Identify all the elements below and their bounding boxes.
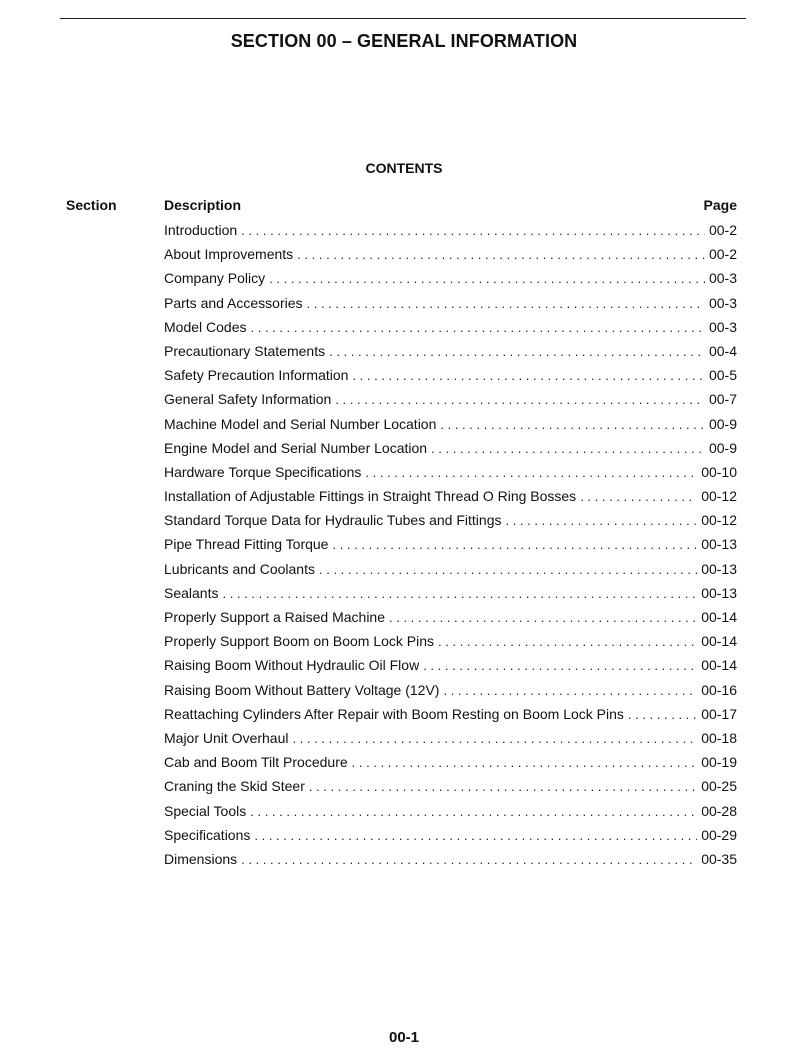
toc-entry-page: 00-7 xyxy=(708,391,737,408)
toc-entry-page: 00-3 xyxy=(708,294,737,311)
toc-entry-title: Cab and Boom Tilt Procedure xyxy=(164,754,348,771)
toc-dot-leader xyxy=(438,633,697,651)
toc-entry-page: 00-14 xyxy=(701,633,737,650)
toc-dot-leader xyxy=(628,706,697,724)
toc-entry-title: Craning the Skid Steer xyxy=(164,778,305,795)
description-column-header: Description xyxy=(164,197,242,213)
toc-dot-leader xyxy=(222,585,697,603)
toc-entry xyxy=(164,656,737,680)
toc-entry xyxy=(164,826,737,850)
toc-dot-leader xyxy=(241,851,697,869)
toc-entry xyxy=(164,269,737,293)
toc-entry-title: Parts and Accessories xyxy=(164,294,303,311)
toc-dot-leader xyxy=(389,609,697,627)
toc-entry-title: General Safety Information xyxy=(164,391,332,408)
toc-dot-leader xyxy=(352,754,698,772)
toc-entry-page: 00-4 xyxy=(708,342,737,359)
toc-entry xyxy=(164,729,737,753)
toc-entry-title: Reattaching Cylinders After Repair with Boom Resting on Boom Lock Pins xyxy=(164,705,624,722)
toc-dot-leader xyxy=(423,657,697,675)
toc-entry xyxy=(164,439,737,463)
toc-entry xyxy=(164,608,737,632)
toc-entry-title: Standard Torque Data for Hydraulic Tubes and Fittings xyxy=(164,512,502,529)
contents-list xyxy=(164,221,737,874)
toc-entry xyxy=(164,221,737,245)
toc-entry-page: 00-14 xyxy=(701,657,737,674)
contents-column-headers xyxy=(0,197,808,215)
toc-entry-page: 00-25 xyxy=(701,778,737,795)
toc-entry xyxy=(164,463,737,487)
toc-entry-page: 00-3 xyxy=(708,270,737,287)
toc-entry-title: Properly Support Boom on Boom Lock Pins xyxy=(164,633,435,650)
toc-entry xyxy=(164,777,737,801)
toc-entry-page: 00-10 xyxy=(701,463,737,480)
toc-entry-title: Precautionary Statements xyxy=(164,342,326,359)
toc-entry-title: Machine Model and Serial Number Location xyxy=(164,415,437,432)
toc-entry xyxy=(164,318,737,342)
toc-entry-page: 00-9 xyxy=(708,415,737,432)
toc-dot-leader xyxy=(250,803,697,821)
toc-dot-leader xyxy=(251,319,705,337)
toc-entry-title: Safety Precaution Information xyxy=(164,367,349,384)
toc-entry-title: Special Tools xyxy=(164,802,247,819)
toc-entry xyxy=(164,487,737,511)
toc-entry xyxy=(164,294,737,318)
toc-entry xyxy=(164,705,737,729)
toc-dot-leader xyxy=(365,464,697,482)
toc-entry-title: Raising Boom Without Hydraulic Oil Flow xyxy=(164,657,420,674)
page-column-header: Page xyxy=(703,197,737,213)
toc-dot-leader xyxy=(329,343,705,361)
toc-entry xyxy=(164,802,737,826)
toc-entry-title: Hardware Torque Specifications xyxy=(164,463,362,480)
toc-entry-page: 00-13 xyxy=(701,536,737,553)
toc-entry xyxy=(164,366,737,390)
toc-entry xyxy=(164,560,737,584)
toc-entry-page: 00-9 xyxy=(708,439,737,456)
toc-entry-page: 00-12 xyxy=(701,488,737,505)
contents-heading: CONTENTS xyxy=(365,160,443,176)
page-number: 00-1 xyxy=(388,1029,420,1046)
toc-entry-page: 00-16 xyxy=(701,681,737,698)
toc-entry-title: Properly Support a Raised Machine xyxy=(164,609,386,625)
toc-entry-title: Specifications xyxy=(164,826,251,843)
toc-entry-title: Lubricants and Coolants xyxy=(164,560,315,577)
toc-entry-page: 00-14 xyxy=(701,609,737,625)
toc-entry-title: Sealants xyxy=(164,584,219,601)
toc-entry-page: 00-13 xyxy=(701,560,737,577)
toc-dot-leader xyxy=(431,440,705,458)
toc-entry-title: Company Policy xyxy=(164,270,266,287)
toc-dot-leader xyxy=(309,778,697,796)
toc-entry xyxy=(164,390,737,414)
toc-dot-leader xyxy=(241,222,705,240)
toc-dot-leader xyxy=(293,730,698,748)
toc-entry-page: 00-2 xyxy=(708,246,737,263)
toc-dot-leader xyxy=(307,295,705,313)
toc-dot-leader xyxy=(297,246,705,264)
toc-dot-leader xyxy=(443,682,697,700)
toc-entry-page: 00-2 xyxy=(708,222,737,238)
toc-dot-leader xyxy=(580,488,697,506)
toc-entry-title: Model Codes xyxy=(164,318,247,335)
toc-entry-page: 00-35 xyxy=(701,850,737,867)
toc-entry xyxy=(164,584,737,608)
toc-entry xyxy=(164,342,737,366)
toc-entry-page: 00-29 xyxy=(701,826,737,843)
toc-dot-leader xyxy=(335,391,705,409)
toc-entry-page: 00-17 xyxy=(701,705,737,722)
top-rule xyxy=(60,18,746,19)
toc-entry-title: Dimensions xyxy=(164,850,238,867)
toc-dot-leader xyxy=(319,561,697,579)
toc-entry-title: Raising Boom Without Battery Voltage (12V) xyxy=(164,681,440,698)
toc-entry xyxy=(164,245,737,269)
toc-entry xyxy=(164,681,737,705)
toc-entry-page: 00-3 xyxy=(708,318,737,335)
page-title: SECTION 00 – GENERAL INFORMATION xyxy=(230,31,578,51)
toc-entry-title: Engine Model and Serial Number Location xyxy=(164,439,428,456)
toc-entry xyxy=(164,632,737,656)
section-column-header: Section xyxy=(66,197,117,213)
toc-entry-title: Installation of Adjustable Fittings in Straight Thread O Ring Bosses xyxy=(164,488,577,505)
toc-entry-page: 00-28 xyxy=(701,802,737,819)
toc-dot-leader xyxy=(269,270,705,288)
toc-entry-title: Major Unit Overhaul xyxy=(164,729,289,746)
toc-entry-title: About Improvements xyxy=(164,246,294,263)
toc-entry xyxy=(164,511,737,535)
toc-dot-leader xyxy=(352,367,705,385)
toc-entry xyxy=(164,415,737,439)
toc-entry-page: 00-5 xyxy=(708,367,737,384)
toc-entry-page: 00-13 xyxy=(701,584,737,601)
toc-entry xyxy=(164,753,737,777)
toc-entry-page: 00-18 xyxy=(701,729,737,746)
toc-entry xyxy=(164,850,737,874)
toc-entry-page: 00-19 xyxy=(701,754,737,771)
toc-entry xyxy=(164,535,737,559)
toc-dot-leader xyxy=(254,827,697,845)
toc-dot-leader xyxy=(505,512,697,530)
toc-dot-leader xyxy=(332,536,697,554)
toc-dot-leader xyxy=(440,416,705,434)
toc-entry-title: Introduction xyxy=(164,222,238,238)
toc-entry-title: Pipe Thread Fitting Torque xyxy=(164,536,329,553)
toc-entry-page: 00-12 xyxy=(701,512,737,529)
